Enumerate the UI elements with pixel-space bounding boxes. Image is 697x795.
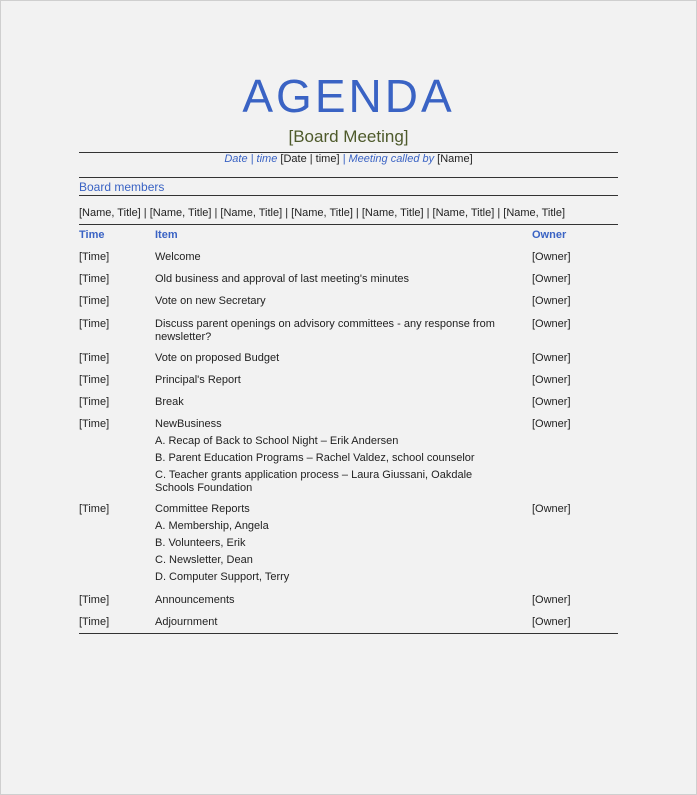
header-item: Item xyxy=(155,229,178,241)
row-item-title: Adjournment xyxy=(155,616,218,628)
row-item-title: Old business and approval of last meeting's minutes xyxy=(155,273,410,285)
row-time: [Time] xyxy=(79,251,110,263)
row-owner: [Owner] xyxy=(532,273,571,285)
row-item xyxy=(155,418,495,495)
row-item xyxy=(155,594,495,607)
date-line xyxy=(79,153,618,165)
row-item xyxy=(155,352,495,365)
row-item-title: Announcements xyxy=(155,594,235,606)
row-subitem: D. Computer Support, Terry xyxy=(155,571,290,583)
row-owner: [Owner] xyxy=(532,396,571,408)
called-by-label: Meeting called by xyxy=(348,153,435,165)
row-item xyxy=(155,318,495,344)
divider xyxy=(79,177,618,178)
row-item xyxy=(155,616,495,629)
row-owner: [Owner] xyxy=(532,374,571,386)
row-item-title: Principal's Report xyxy=(155,374,241,386)
divider xyxy=(79,195,618,196)
row-time: [Time] xyxy=(79,616,110,628)
row-time: [Time] xyxy=(79,374,110,386)
row-item-title: Welcome xyxy=(155,251,201,263)
row-item-title: Discuss parent openings on advisory committees - any response from newsletter? xyxy=(155,318,495,343)
row-subitem: B. Volunteers, Erik xyxy=(155,537,246,549)
meeting-subtitle: [Board Meeting] xyxy=(288,127,409,146)
row-time: [Time] xyxy=(79,503,110,515)
row-subitem: A. Recap of Back to School Night – Erik Andersen xyxy=(155,435,399,447)
row-time: [Time] xyxy=(79,418,110,430)
row-time: [Time] xyxy=(79,318,110,330)
row-item xyxy=(155,503,495,584)
date-value: [Date | time] xyxy=(280,153,340,165)
row-item-title: Vote on new Secretary xyxy=(155,295,266,307)
row-subitem: B. Parent Education Programs – Rachel Valdez, school counselor xyxy=(155,452,475,464)
row-subitem: C. Teacher grants application process – Laura Giussani, Oakdale Schools Foundation xyxy=(155,469,473,494)
called-by-value: [Name] xyxy=(437,153,473,165)
header-time: Time xyxy=(79,229,105,241)
row-item xyxy=(155,273,495,286)
board-members-list: [Name, Title] | [Name, Title] | [Name, Title] | [Name, Title] | [Name, Title] | [Name, Title] | [Name, Title] xyxy=(79,207,566,219)
date-separator: | xyxy=(342,153,346,165)
row-owner: [Owner] xyxy=(532,295,571,307)
row-time: [Time] xyxy=(79,352,110,364)
row-item xyxy=(155,295,495,308)
row-item-title: Break xyxy=(155,396,184,408)
row-subitem: A. Membership, Angela xyxy=(155,520,269,532)
divider xyxy=(79,224,618,225)
row-owner: [Owner] xyxy=(532,251,571,263)
row-owner: [Owner] xyxy=(532,352,571,364)
row-time: [Time] xyxy=(79,396,110,408)
row-owner: [Owner] xyxy=(532,318,571,330)
row-owner: [Owner] xyxy=(532,616,571,628)
row-subitem: C. Newsletter, Dean xyxy=(155,554,253,566)
row-item-title: NewBusiness xyxy=(155,418,222,430)
row-item xyxy=(155,251,495,264)
row-item xyxy=(155,374,495,387)
board-members-label: Board members xyxy=(79,180,165,194)
table-bottom-rule xyxy=(79,633,618,634)
row-owner: [Owner] xyxy=(532,418,571,430)
row-time: [Time] xyxy=(79,295,110,307)
row-time: [Time] xyxy=(79,594,110,606)
row-item xyxy=(155,396,495,409)
row-owner: [Owner] xyxy=(532,594,571,606)
row-owner: [Owner] xyxy=(532,503,571,515)
header-owner: Owner xyxy=(532,229,567,241)
row-item-title: Vote on proposed Budget xyxy=(155,352,280,364)
date-label: Date | time xyxy=(224,153,278,165)
agenda-title: AGENDA xyxy=(242,70,455,122)
row-item-title: Committee Reports xyxy=(155,503,250,515)
row-time: [Time] xyxy=(79,273,110,285)
